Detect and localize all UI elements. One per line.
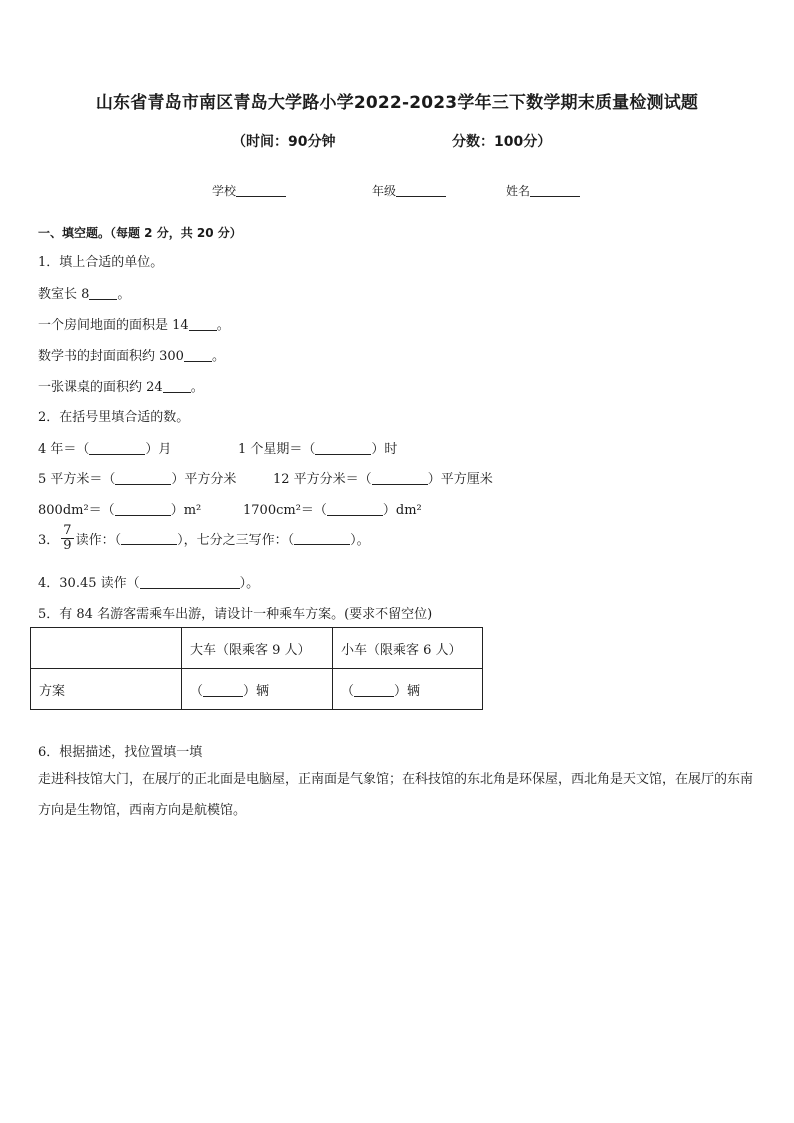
- section-heading: 一、填空题。（每题 2 分，共 20 分）: [38, 226, 242, 240]
- q6-stem: 6．根据描述，找位置填一填: [38, 745, 203, 760]
- name-field: [506, 182, 580, 199]
- q4: 4．30.45 读作（ ）。: [38, 576, 260, 591]
- grade-blank: [396, 184, 446, 197]
- answer-blank: [89, 287, 117, 300]
- q2-stem: 2．在括号里填合适的数。: [38, 410, 190, 425]
- table-row: [31, 669, 483, 710]
- page-title: 山东省青岛市南区青岛大学路小学2022-2023学年三下数学期末质量检测试题: [95, 93, 699, 113]
- answer-blank: [115, 503, 171, 516]
- q6-description: 走进科技馆大门，在展厅的正北面是电脑屋，正南面是气象馆；在科技馆的东北角是环保屋，西北角是天文馆，在展厅的东南方向是生物馆，西南方向是航模馆。: [38, 772, 754, 818]
- table-row-label: 方案: [31, 669, 182, 710]
- q1-item: 教室长 8 。: [38, 287, 131, 302]
- q1-stem: 1．填上合适的单位。: [38, 255, 164, 270]
- q3: 3． $\frac{7}{9}$ 读作：（ ），七分之三写作：（ ）。: [38, 523, 370, 553]
- table-row: [31, 628, 483, 669]
- grade-field: [372, 182, 446, 199]
- answer-blank: [89, 442, 145, 455]
- table-cell: （ ）辆: [182, 669, 333, 710]
- bus-plan-table: [30, 627, 483, 710]
- q1-item: 一个房间地面的面积是 14 。: [38, 318, 230, 333]
- name-blank: [530, 184, 580, 197]
- fraction-seven-ninths: $\frac{7}{9}$: [63, 523, 72, 553]
- q1-item: 数学书的封面面积约 300 。: [38, 349, 225, 364]
- table-cell: [31, 628, 182, 669]
- school-label: 学校: [212, 184, 237, 198]
- answer-blank: [121, 532, 177, 545]
- q2-row2a: 5 平方米＝（ ）平方分米: [38, 472, 237, 487]
- q1-item: 一张课桌的面积约 24 。: [38, 380, 204, 395]
- q2-row3a: 800dm²＝（ ）m²: [38, 503, 202, 518]
- answer-blank: [294, 532, 350, 545]
- answer-blank: [163, 380, 191, 393]
- q2-row2b: 12 平方分米＝（ ）平方厘米: [273, 472, 493, 487]
- grade-label: 年级: [372, 184, 397, 198]
- answer-blank: [189, 318, 217, 331]
- name-label: 姓名: [506, 184, 531, 198]
- q2-row1a: 4 年＝（ ）月: [38, 442, 172, 457]
- answer-blank: [372, 472, 428, 485]
- q5-stem: 5．有 84 名游客需乘车出游，请设计一种乘车方案。(要求不留空位): [38, 607, 433, 622]
- answer-blank: [184, 349, 212, 362]
- q2-row3b: 1700cm²＝（ ）dm²: [243, 503, 422, 518]
- exam-score: 分数：100分）: [452, 134, 552, 150]
- table-header-small-bus: 小车（限乘客 6 人）: [333, 628, 483, 669]
- school-blank: [236, 184, 286, 197]
- answer-blank: [115, 472, 171, 485]
- school-field: [212, 182, 286, 199]
- exam-time: （时间：90分钟: [232, 134, 336, 150]
- answer-blank: [203, 684, 243, 697]
- table-cell: （ ）辆: [333, 669, 483, 710]
- answer-blank: [315, 442, 371, 455]
- table-header-big-bus: 大车（限乘客 9 人）: [182, 628, 333, 669]
- answer-blank: [354, 684, 394, 697]
- answer-blank: [140, 576, 240, 589]
- q2-row1b: 1 个星期＝（ ）时: [238, 442, 398, 457]
- answer-blank: [327, 503, 383, 516]
